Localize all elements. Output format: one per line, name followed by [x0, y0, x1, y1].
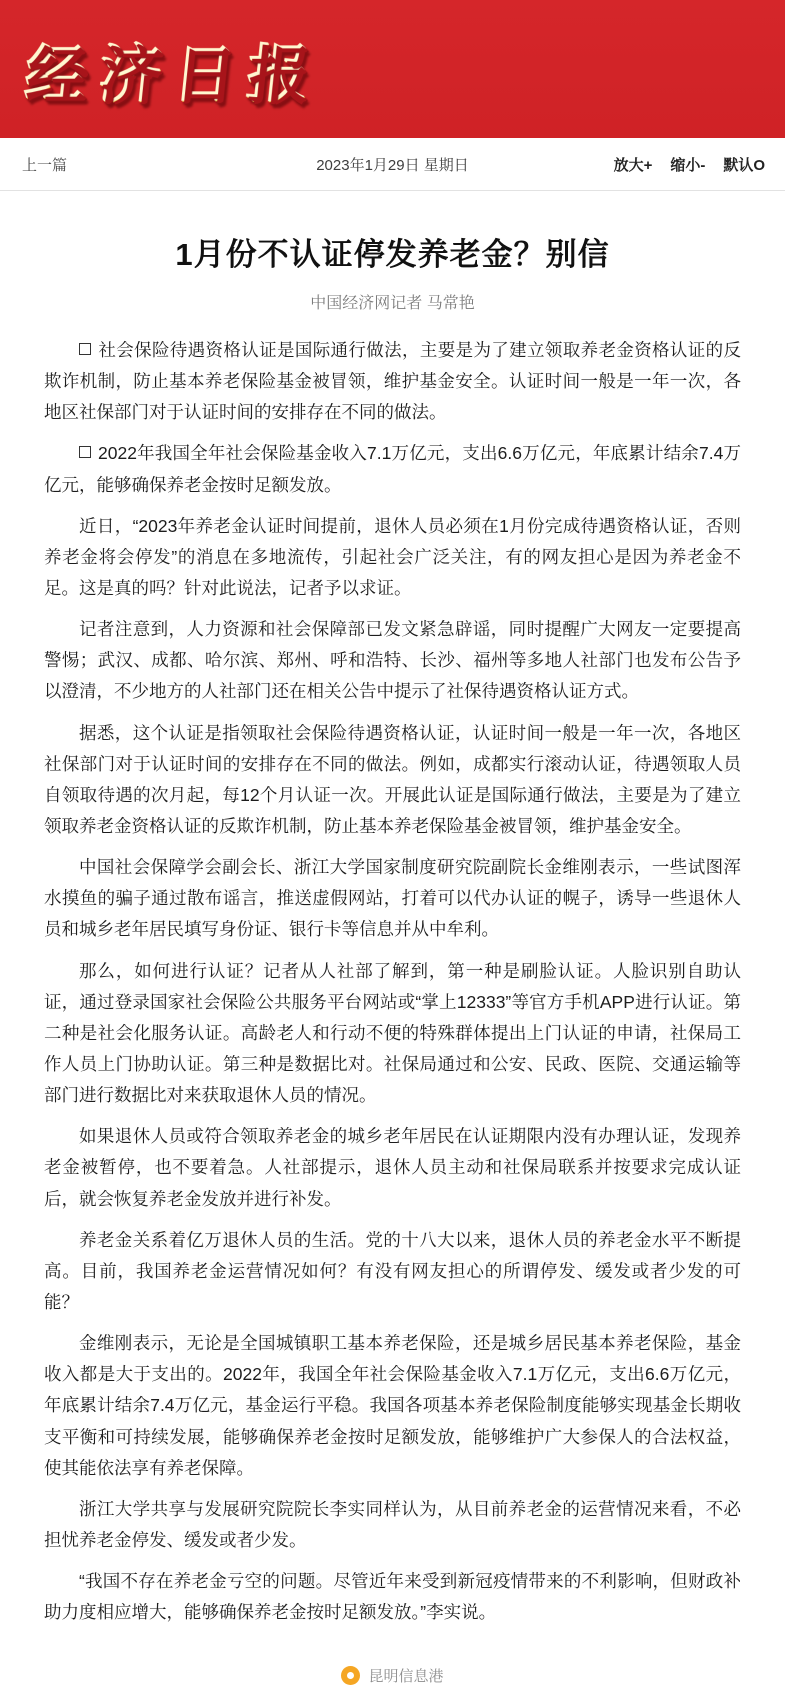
paragraph-text: 近日，“2023年养老金认证时间提前，退休人员必须在1月份完成待遇资格认证，否则养老金将会停发”的消息在多地流传，引起社会广泛关注，有的网友担心是因为养老金不足。这是真的吗？针对此说法，记者予以求证。 [44, 515, 741, 598]
article-paragraph [44, 1328, 741, 1484]
article-paragraph [44, 956, 741, 1112]
paragraph-text: 那么，如何进行认证？记者从人社部了解到，第一种是刷脸认证。人脸识别自助认证，通过登录国家社会保险公共服务平台网站或“掌上12333”等官方手机APP进行认证。第二种是社会化服务认证。高龄老人和行动不便的特殊群体提出上门认证的申请，社保局工作人员上门协助认证。第三种是数据比对。社保局通过和公安、民政、医院、交通运输等部门进行数据比对来获取退休人员的情况。 [44, 960, 741, 1106]
paragraph-text: 社会保险待遇资格认证是国际通行做法，主要是为了建立领取养老金资格认证的反欺诈机制，防止基本养老保险基金被冒领，维护基金安全。认证时间一般是一年一次，各地区社保部门对于认证时间的安排存在不同的做法。 [44, 340, 741, 423]
default-size-button[interactable]: 默认O [723, 156, 765, 174]
paragraph-text: 中国社会保障学会副会长、浙江大学国家制度研究院副院长金维刚表示，一些试图浑水摸鱼的骗子通过散布谣言，推送虚假网站，打着可以代办认证的幌子，诱导一些退休人员和城乡老年居民填写身份证、银行卡等信息并从中牟利。 [44, 857, 741, 940]
article-paragraph [44, 1121, 741, 1214]
article-paragraphs [44, 335, 741, 1628]
article-paragraph [44, 335, 741, 428]
publish-date: 2023年1月29日 星期日 [316, 156, 469, 174]
font-size-controls [614, 154, 765, 175]
page-title: 1月份不认证停发养老金？别信 [175, 237, 610, 272]
paragraph-text: 据悉，这个认证是指领取社会保险待遇资格认证，认证时间一般是一年一次，各地区社保部门对于认证时间的安排存在不同的做法。例如，成都实行滚动认证，待遇领取人员自领取待遇的次月起，每12个月认证一次。开展此认证是国际通行做法，主要是为了建立领取养老金资格认证的反欺诈机制，防止基本养老保险基金被冒领，维护基金安全。 [44, 722, 741, 836]
bullet-square-icon [79, 446, 91, 458]
article-paragraph [44, 438, 741, 500]
article-paragraph [44, 1225, 741, 1318]
paragraph-text: 2022年我国全年社会保险基金收入7.1万亿元，支出6.6万亿元，年底累计结余7.4万亿元，能够确保养老金按时足额发放。 [44, 443, 741, 495]
paragraph-text: 浙江大学共享与发展研究院院长李实同样认为，从目前养老金的运营情况来看，不必担忧养老金停发、缓发或者少发。 [44, 1498, 741, 1550]
paragraph-text: 如果退休人员或符合领取养老金的城乡老年居民在认证期限内没有办理认证，发现养老金被暂停，也不要着急。人社部提示，退休人员主动和社保局联系并按要求完成认证后，就会恢复养老金发放并进行补发。 [44, 1126, 741, 1209]
bullet-square-icon [79, 343, 91, 355]
footer-watermark [0, 1652, 785, 1698]
masthead-banner [0, 0, 785, 138]
zoom-in-button[interactable]: 放大+ [613, 156, 653, 174]
prev-article-link[interactable]: 上一篇 [22, 156, 68, 174]
paragraph-text: 金维刚表示，无论是全国城镇职工基本养老保险，还是城乡居民基本养老保险，基金收入都是大于支出的。2022年，我国全年社会保险基金收入7.1万亿元，支出6.6万亿元，年底累计结余7.4万亿元，基金运行平稳。我国各项基本养老保险制度能够实现基金长期收支平衡和可持续发展，能够确保养老金按时足额发放，能够维护广大参保人的合法权益，使其能依法享有养老保障。 [44, 1333, 741, 1478]
paragraph-text: 记者注意到，人力资源和社会保障部已发文紧急辟谣，同时提醒广大网友一定要提高警惕；武汉、成都、哈尔滨、郑州、呼和浩特、长沙、福州等多地人社部门也发布公告予以澄清，不少地方的人社部门还在相关公告中提示了社保待遇资格认证方式。 [44, 619, 741, 702]
article-paragraph [44, 1494, 741, 1556]
weibo-eye-icon [341, 1666, 360, 1685]
newspaper-logo: 经济日报 [21, 25, 326, 114]
article-paragraph [44, 1566, 741, 1628]
article-byline: 中国经济网记者 马常艳 [310, 295, 475, 312]
article-paragraph [44, 852, 741, 945]
article-paragraph [44, 511, 741, 604]
watermark-label: 昆明信息港 [368, 1667, 444, 1685]
paragraph-text: 养老金关系着亿万退休人员的生活。党的十八大以来，退休人员的养老金水平不断提高。目前，我国养老金运营情况如何？有没有网友担心的所谓停发、缓发或者少发的可能？ [44, 1229, 741, 1312]
paragraph-text: “我国不存在养老金亏空的问题。尽管近年来受到新冠疫情带来的不利影响，但财政补助力度相应增大，能够确保养老金按时足额发放。”李实说。 [44, 1571, 741, 1623]
article-paragraph [44, 614, 741, 707]
article-toolbar [0, 138, 785, 191]
zoom-out-button[interactable]: 缩小- [670, 156, 706, 174]
article-paragraph [44, 718, 741, 843]
article-body [0, 191, 785, 1648]
